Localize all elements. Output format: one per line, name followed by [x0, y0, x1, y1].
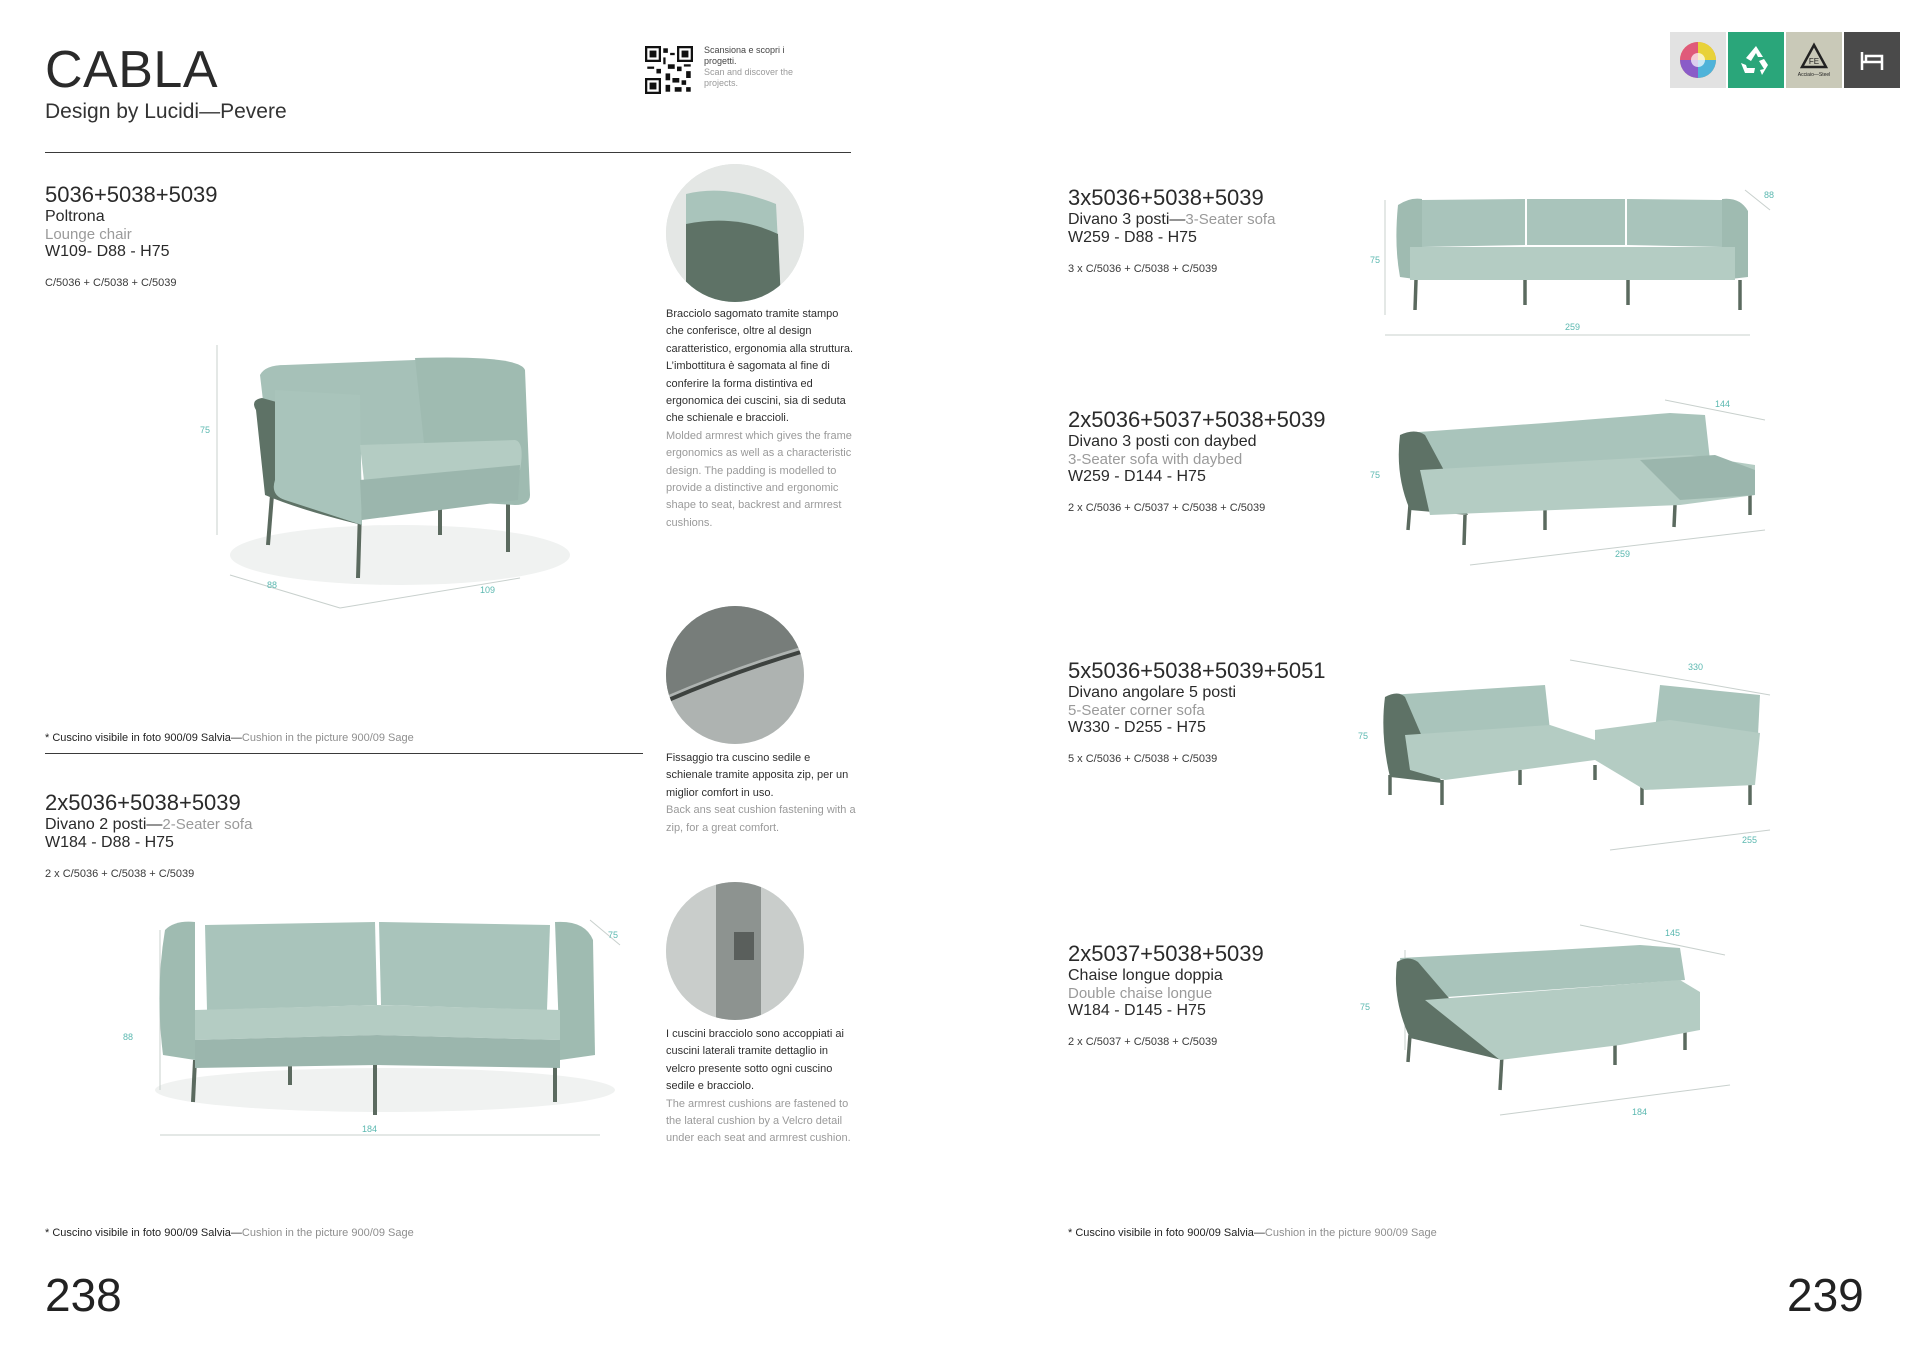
section-divider [45, 753, 643, 754]
daybed-sofa-image [1360, 395, 1780, 575]
product-name-it: Divano 3 posti [1068, 211, 1170, 228]
name-sep: — [146, 816, 163, 833]
product-config: 5 x C/5036 + C/5038 + C/5039 [1068, 753, 1218, 765]
product-name-en: 2-Seater sofa [162, 816, 253, 833]
measure-depth: 88 [267, 580, 278, 590]
measure-depth: 144 [1715, 399, 1731, 409]
measure-depth: 145 [1665, 928, 1681, 938]
measure-depth: 88 [1764, 190, 1775, 200]
product-name-en: Double chaise longue [1068, 985, 1213, 1002]
detail-velcro-text [666, 1026, 856, 1148]
product-name-en: 3-Seater sofa [1185, 211, 1276, 228]
detail-armrest-photo [666, 164, 804, 302]
two-seater-sofa-image [115, 910, 635, 1140]
catalog-chair-icon[interactable] [1844, 32, 1900, 88]
product-code: 5x5036+5038+5039+5051 [1068, 658, 1326, 683]
product-name-en: 3-Seater sofa with daybed [1068, 451, 1243, 468]
footnote-sep: — [230, 1227, 242, 1239]
armrest-detail-image [666, 164, 804, 302]
recycle-icon [1728, 32, 1784, 88]
footnote-it: * Cuscino visibile in foto 900/09 Salvia [45, 1227, 231, 1239]
product-name-it: Poltrona [45, 208, 105, 225]
measure-height: 75 [1370, 470, 1381, 480]
product-double-chaise [1068, 941, 1264, 1048]
measure-height: 75 [200, 425, 211, 435]
product-code: 2x5036+5038+5039 [45, 790, 241, 815]
product-code: 2x5037+5038+5039 [1068, 941, 1264, 966]
svg-text:FE: FE [1808, 57, 1820, 66]
measure-depth: 88 [123, 1032, 134, 1042]
detail-text-en: The armrest cushions are fastened to the lateral cushion by a Velcro detail under each seat and armrest cushion. [666, 1097, 851, 1145]
measure-height: 75 [1358, 731, 1369, 741]
designer-credit: Design by Lucidi—Pevere [45, 100, 287, 123]
detail-zip-text [666, 750, 856, 837]
footnote-cushion [45, 1227, 414, 1239]
footnote-en: Cushion in the picture 900/09 Sage [241, 732, 414, 744]
footnote-sep: — [230, 732, 242, 744]
measure-depth: 255 [1742, 835, 1758, 845]
footnote-en: Cushion in the picture 900/09 Sage [1264, 1227, 1437, 1239]
product-dimensions: W259 - D88 - H75 [1068, 229, 1197, 246]
corner-sofa-image [1350, 655, 1790, 855]
measure-width: 259 [1565, 322, 1581, 332]
footnote-it: * Cuscino visibile in foto 900/09 Salvia [1068, 1227, 1254, 1239]
product-name-it: Chaise longue doppia [1068, 967, 1223, 984]
detail-text-en: Molded armrest which gives the frame ergonomics as well as a characteristic design. The padding is modelled to provide a distinctive and ergonomic shape to seat, backrest and armrest cushions. [666, 429, 852, 529]
measure-width: 184 [362, 1124, 378, 1134]
recycling-steel-icon [1786, 32, 1842, 88]
feature-icons [1670, 32, 1900, 88]
detail-text-it: Bracciolo sagomato tramite stampo che conferisce, oltre al design caratteristico, ergonomia alla struttura. L’imbottitura è sagomata al fine di conferire la forma distintiva ed ergonomica dei cuscini, sia di seduta che schienale e braccioli. [666, 308, 854, 425]
product-dimensions: W184 - D145 - H75 [1068, 1002, 1206, 1019]
measure-height: 75 [608, 930, 619, 940]
product-name-en: 5-Seater corner sofa [1068, 702, 1205, 719]
product-dimensions: W259 - D144 - H75 [1068, 468, 1206, 485]
detail-text-it: I cuscini bracciolo sono accoppiati ai cuscini laterali tramite dettaglio in velcro presente sotto ogni cuscino sedile e bracciolo. [666, 1028, 844, 1093]
product-code: 5036+5038+5039 [45, 182, 218, 207]
product-config: 2 x C/5037 + C/5038 + C/5039 [1068, 1036, 1218, 1048]
product-code: 3x5036+5038+5039 [1068, 185, 1264, 210]
measure-width: 330 [1688, 662, 1704, 672]
product-dimensions: W330 - D255 - H75 [1068, 719, 1206, 736]
product-3-seater-daybed [1068, 407, 1326, 514]
product-name-en: Lounge chair [45, 226, 132, 243]
product-lounge-chair [45, 182, 218, 289]
steel-label: Acciaio—Steel [1797, 72, 1831, 78]
product-name-it: Divano 2 posti [45, 816, 147, 833]
zip-detail-image [666, 606, 804, 744]
product-3-seater-sofa [1068, 185, 1275, 275]
detail-velcro-photo [666, 882, 804, 1020]
page-number-right: 239 [1787, 1269, 1864, 1321]
footnote-en: Cushion in the picture 900/09 Sage [241, 1227, 414, 1239]
color-wheel-icon [1670, 32, 1726, 88]
product-corner-sofa [1068, 658, 1326, 765]
double-chaise-image [1350, 920, 1750, 1120]
footnote-cushion [1068, 1227, 1437, 1239]
measure-width: 184 [1632, 1107, 1648, 1117]
detail-armrest-text [666, 306, 856, 532]
measure-width: 259 [1615, 549, 1631, 559]
product-dimensions: W109- D88 - H75 [45, 243, 170, 260]
measure-height: 75 [1370, 255, 1381, 265]
page-number-left: 238 [45, 1269, 122, 1321]
product-config: C/5036 + C/5038 + C/5039 [45, 277, 177, 289]
product-config: 2 x C/5036 + C/5038 + C/5039 [45, 868, 195, 880]
header-divider [45, 152, 851, 153]
qr-code-icon[interactable] [645, 46, 693, 94]
product-code: 2x5036+5037+5038+5039 [1068, 407, 1326, 432]
detail-zip-photo [666, 606, 804, 744]
product-name-it: Divano angolare 5 posti [1068, 684, 1237, 701]
qr-caption [704, 45, 804, 89]
detail-text-en: Back ans seat cushion fastening with a zip, for a great comfort. [666, 804, 856, 834]
product-config: 3 x C/5036 + C/5038 + C/5039 [1068, 263, 1218, 275]
footnote-cushion [45, 732, 414, 744]
measure-width: 109 [480, 585, 496, 595]
qr-caption-en: Scan and discover the projects. [704, 67, 794, 88]
name-sep: — [1169, 211, 1186, 228]
product-dimensions: W184 - D88 - H75 [45, 834, 174, 851]
footnote-sep: — [1253, 1227, 1265, 1239]
measure-height: 75 [1360, 1002, 1371, 1012]
product-2-seater-sofa [45, 790, 252, 880]
three-seater-sofa-image [1370, 185, 1790, 345]
lounge-chair-image [190, 330, 590, 620]
qr-caption-it: Scansiona e scopri i progetti. [704, 45, 785, 66]
velcro-detail-image [666, 882, 804, 1020]
detail-text-it: Fissaggio tra cuscino sedile e schienale tramite apposita zip, per un miglior comfort in uso. [666, 752, 849, 799]
product-name-it: Divano 3 posti con daybed [1068, 433, 1257, 450]
collection-title: CABLA [45, 41, 219, 99]
footnote-it: * Cuscino visibile in foto 900/09 Salvia [45, 732, 231, 744]
product-config: 2 x C/5036 + C/5037 + C/5038 + C/5039 [1068, 502, 1266, 514]
